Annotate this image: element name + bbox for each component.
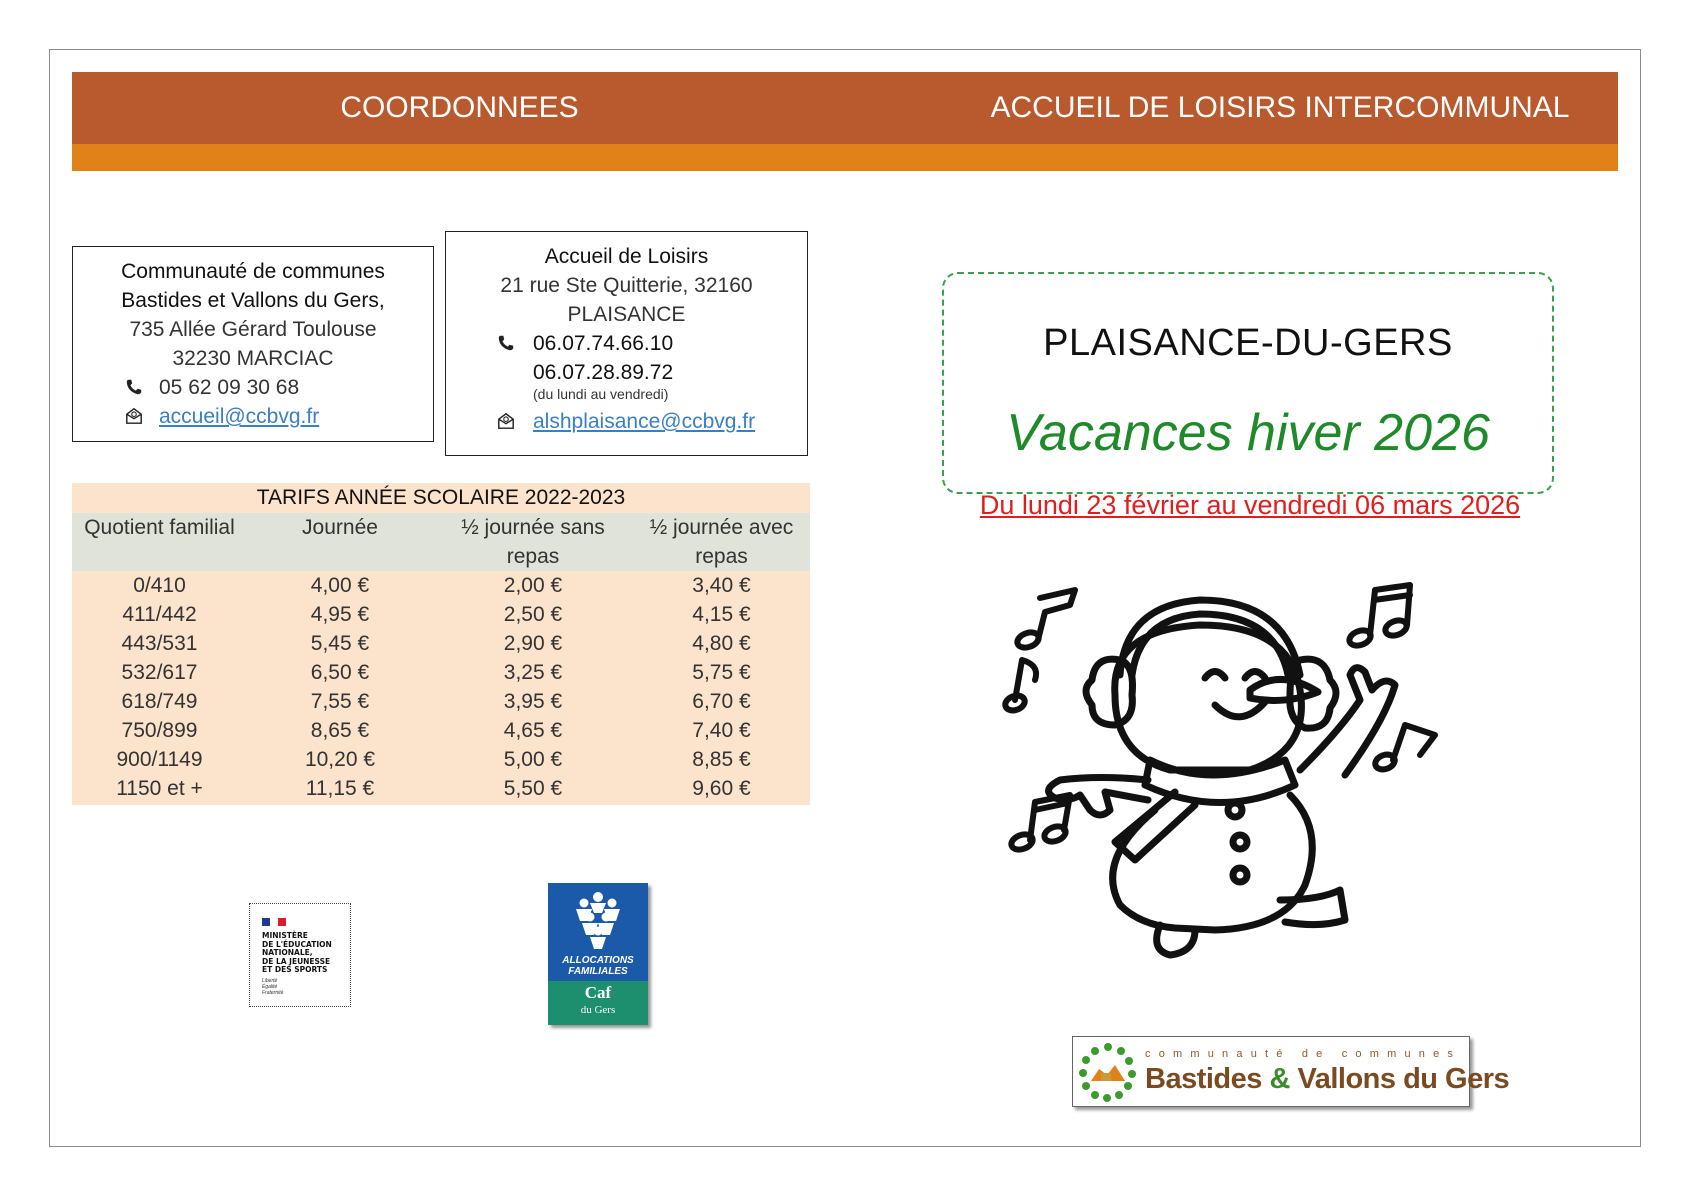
tarif-cell-demi-avec: 3,40 € [692, 574, 751, 597]
tarif-cell-demi-sans: 2,00 € [503, 574, 563, 597]
french-flag-icon [262, 918, 286, 926]
tarif-cell-demi-sans: 2,50 € [503, 603, 563, 626]
alsh-phone-row [446, 329, 807, 358]
tarif-cell-quotient: 0/410 [133, 574, 186, 597]
tarif-cell-demi-sans: 2,90 € [503, 632, 563, 655]
alsh-contact-box [445, 231, 808, 456]
snowman-illustration [1000, 580, 1500, 970]
caf-logo [548, 883, 648, 1025]
phone-icon [497, 334, 515, 352]
tarif-cell-journee: 4,00 € [310, 574, 370, 597]
alsh-email-row [446, 407, 807, 436]
header-quotient: Quotient familial [84, 516, 235, 539]
tarif-cell-journee: 4,95 € [310, 603, 370, 626]
event-dates: Du lundi 23 février au vendredi 06 mars 2026 [979, 490, 1521, 520]
ministry-logo [249, 903, 351, 1007]
tarif-cell-demi-sans: 3,25 € [503, 661, 563, 684]
ccbvg-tagline: communauté de communes [1145, 1048, 1462, 1060]
tarif-cell-journee: 6,50 € [310, 661, 370, 684]
tarif-cell-quotient: 411/442 [122, 603, 197, 626]
carrot-nose [1250, 679, 1318, 700]
tarif-cell-demi-sans: 5,50 € [503, 777, 563, 800]
tarif-cell-demi-avec: 4,80 € [692, 632, 751, 655]
ccbvg-name: Bastides & Vallons du Gers [1145, 1063, 1510, 1095]
alsh-city: PLAISANCE [567, 303, 686, 326]
alsh-hours-row [446, 387, 807, 407]
phone-icon [125, 378, 143, 396]
alsh-phone1[interactable]: 06.07.74.66.10 [533, 332, 674, 355]
caf-family-icon [568, 891, 628, 951]
alsh-phone2-row [446, 358, 807, 387]
tarif-cell-journee: 5,45 € [310, 632, 370, 655]
cc-email-link[interactable]: accueil@ccbvg.fr [159, 405, 320, 428]
tarif-cell-demi-sans: 5,00 € [503, 748, 563, 771]
cc-address: 735 Allée Gérard Toulouse [129, 318, 377, 341]
tarif-cell-journee: 7,55 € [310, 690, 370, 713]
cc-city: 32230 MARCIAC [172, 347, 334, 370]
tarifs-table [72, 483, 810, 805]
tarif-cell-demi-sans: 4,65 € [503, 719, 563, 742]
tarif-cell-journee: 11,15 € [305, 777, 375, 800]
eye-left [1205, 672, 1225, 679]
cc-email-row [73, 402, 433, 431]
note-5 [1393, 725, 1435, 760]
tarif-cell-demi-avec: 6,70 € [692, 690, 751, 713]
header-strip [72, 144, 1618, 171]
tarif-cell-demi-avec: 7,40 € [692, 719, 751, 742]
cc-phone-row [73, 373, 433, 402]
header-demi-avec-2: repas [695, 545, 748, 568]
envelope-icon [497, 412, 515, 430]
tarif-cell-journee: 8,65 € [310, 719, 370, 742]
alsh-title: Accueil de Loisirs [544, 245, 709, 268]
event-title: Vacances hiver 2026 [1006, 404, 1490, 462]
header-demi-sans: ½ journée sans [461, 516, 605, 539]
tarifs-header-row [72, 513, 810, 571]
earmuff-left [1086, 659, 1133, 725]
tarif-cell-quotient: 900/1149 [116, 748, 203, 771]
caf-sub: du Gers [580, 1004, 616, 1016]
ministry-text: MINISTÈRE DE L'ÉDUCATION NATIONALE, DE LA JEUNESSE ET DES SPORTS [262, 931, 332, 974]
button [1228, 803, 1242, 817]
cc-phone[interactable]: 05 62 09 30 68 [159, 376, 300, 399]
alsh-email-link[interactable]: alshplaisance@ccbvg.fr [533, 410, 756, 433]
tarif-cell-demi-avec: 5,75 € [692, 661, 751, 684]
caf-name: Caf [584, 983, 612, 1002]
caf-af-text: ALLOCATIONS FAMILIALES [562, 955, 634, 977]
tarif-cell-quotient: 443/531 [121, 632, 198, 655]
alsh-phone2[interactable]: 06.07.28.89.72 [533, 361, 674, 384]
alsh-hours: (du lundi au vendredi) [533, 386, 669, 402]
tarif-cell-demi-avec: 8,85 € [692, 748, 751, 771]
alsh-address: 21 rue Ste Quitterie, 32160 [500, 274, 753, 297]
header-band [72, 72, 1618, 144]
button [1233, 835, 1247, 849]
eye-right [1245, 672, 1265, 679]
tarif-cell-quotient: 1150 et + [116, 777, 203, 800]
cc-contact-box [72, 246, 434, 442]
header-demi-sans-2: repas [506, 545, 560, 568]
cc-line1: Communauté de communes [121, 260, 385, 283]
tarif-cell-quotient: 618/749 [121, 690, 198, 713]
ministry-motto: Liberté Égalité Fraternité [262, 978, 284, 996]
header-demi-avec: ½ journée avec [649, 516, 794, 539]
header-right-title: ACCUEIL DE LOISIRS INTERCOMMUNAL [990, 91, 1570, 124]
button [1233, 868, 1247, 882]
header-left-title: COORDONNEES [340, 91, 579, 124]
note-1 [1038, 590, 1075, 640]
header-journee: Journée [302, 516, 378, 539]
tarif-cell-quotient: 532/617 [121, 661, 198, 684]
tarif-cell-demi-avec: 4,15 € [692, 603, 751, 626]
mouth [1215, 702, 1265, 717]
tarif-cell-demi-avec: 9,60 € [692, 777, 751, 800]
cc-line2: Bastides et Vallons du Gers, [121, 289, 385, 312]
scarf-tail [1115, 792, 1195, 860]
tarif-cell-quotient: 750/899 [121, 719, 198, 742]
envelope-icon [125, 407, 143, 425]
tarif-cell-journee: 10,20 € [304, 748, 376, 771]
tarifs-title: TARIFS ANNÉE SCOLAIRE 2022-2023 [256, 486, 626, 509]
tarif-cell-demi-sans: 3,95 € [503, 690, 563, 713]
ccbvg-logo [1072, 1036, 1510, 1107]
town-name: PLAISANCE-DU-GERS [1043, 322, 1453, 364]
ccbvg-emblem-icon [1077, 1041, 1139, 1103]
